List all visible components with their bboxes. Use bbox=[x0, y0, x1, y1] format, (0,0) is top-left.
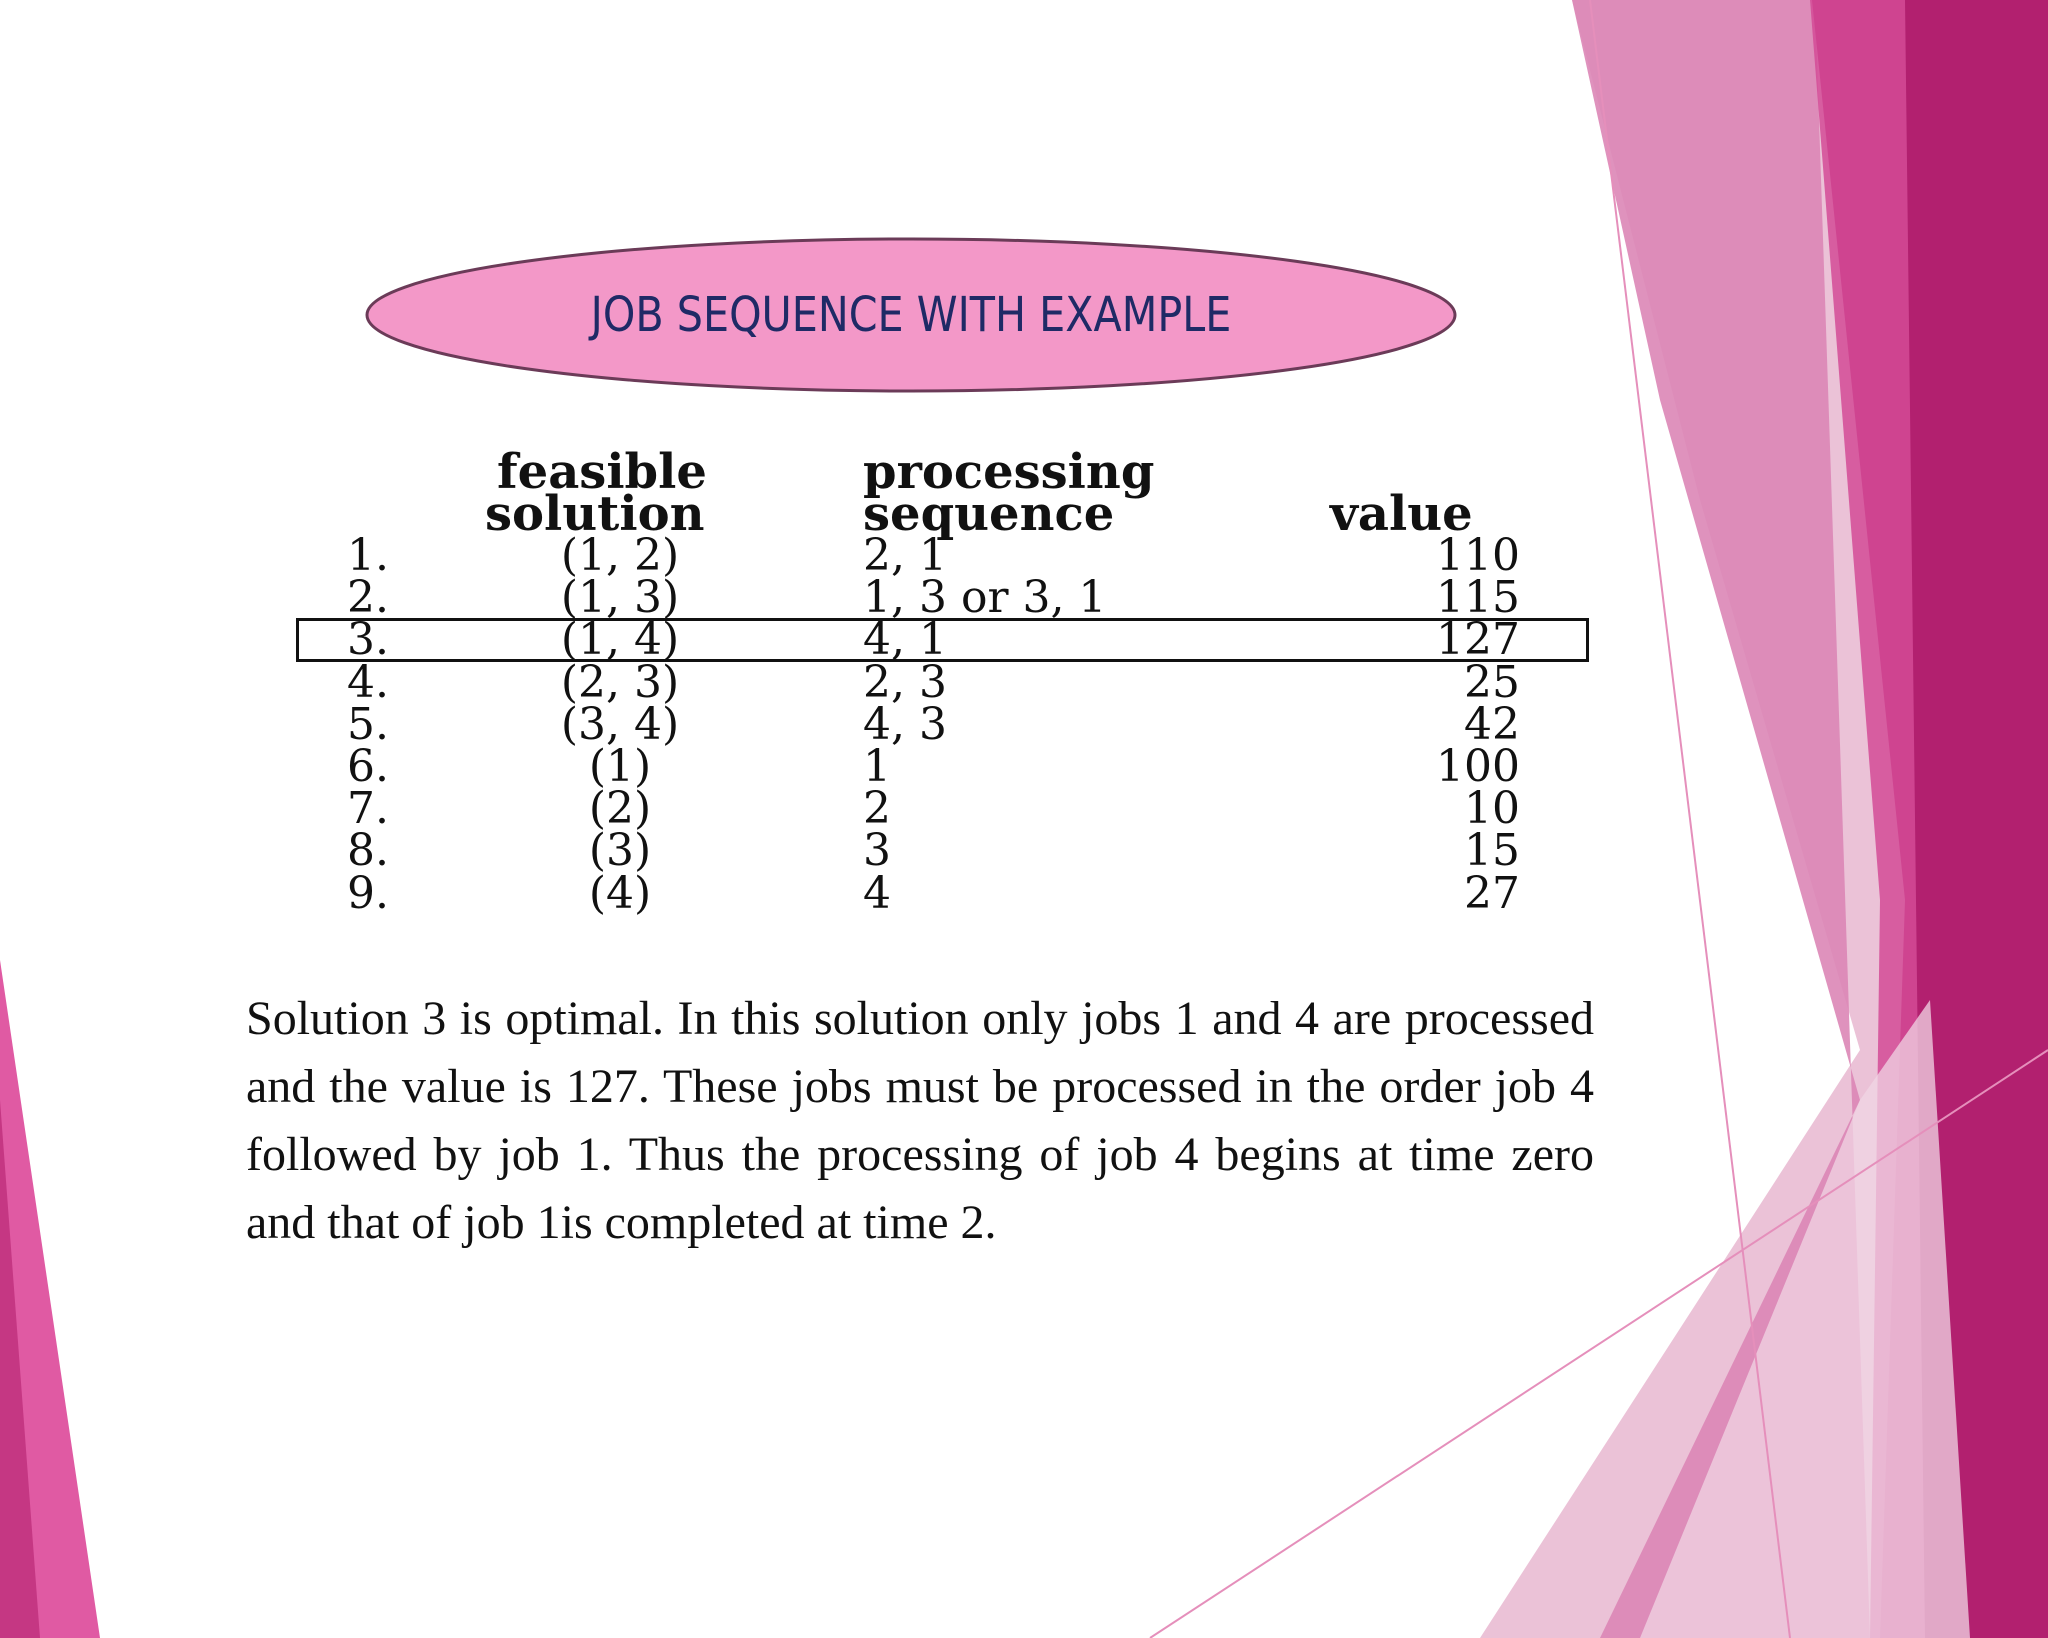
row-solution: (3) bbox=[588, 825, 652, 877]
row-solution: (2, 3) bbox=[560, 656, 680, 708]
row-value: 42 bbox=[1464, 698, 1520, 750]
row-solution: (1, 4) bbox=[560, 614, 680, 666]
row-solution: (1, 3) bbox=[560, 572, 680, 624]
row-sequence: 4, 1 bbox=[863, 614, 947, 666]
row-value: 127 bbox=[1436, 614, 1520, 666]
row-number: 2. bbox=[347, 572, 389, 624]
slide-title: JOB SEQUENCE WITH EXAMPLE bbox=[590, 287, 1232, 343]
row-sequence: 4 bbox=[863, 867, 891, 919]
row-number: 9. bbox=[347, 867, 389, 919]
row-number: 4. bbox=[347, 656, 389, 708]
row-value: 110 bbox=[1436, 530, 1520, 581]
row-solution: (3, 4) bbox=[560, 698, 680, 750]
row-sequence: 3 bbox=[863, 825, 891, 877]
row-number: 3. bbox=[347, 614, 389, 666]
row-solution: (4) bbox=[588, 867, 652, 919]
row-number: 8. bbox=[347, 825, 389, 877]
row-sequence: 2, 1 bbox=[863, 530, 947, 581]
row-value: 10 bbox=[1464, 783, 1520, 835]
row-solution: (1) bbox=[588, 741, 652, 792]
row-number: 7. bbox=[347, 783, 389, 835]
row-value: 27 bbox=[1464, 867, 1520, 919]
row-sequence: 4, 3 bbox=[863, 698, 947, 750]
row-number: 1. bbox=[347, 530, 389, 581]
row-solution: (2) bbox=[588, 783, 652, 835]
header-feasible: feasible bbox=[497, 444, 707, 500]
row-sequence: 2 bbox=[863, 783, 891, 835]
row-number: 5. bbox=[347, 698, 389, 750]
row-value: 100 bbox=[1436, 741, 1520, 792]
row-solution: (1, 2) bbox=[560, 530, 680, 581]
header-processing: processing bbox=[863, 444, 1155, 500]
row-sequence: 1, 3 or 3, 1 bbox=[863, 572, 1107, 624]
row-value: 15 bbox=[1464, 825, 1520, 877]
header-solution: solution bbox=[485, 486, 705, 542]
row-sequence: 1 bbox=[863, 741, 891, 792]
row-value: 25 bbox=[1464, 656, 1520, 708]
job-sequence-table bbox=[300, 445, 1600, 925]
row-number: 6. bbox=[347, 741, 389, 792]
explanation-paragraph: Solution 3 is optimal. In this solution only jobs 1 and 4 are processed and the value is 127. These jobs must be processed in the order job 4 followed by job 1. Thus the processing of job 4 begins at time zero and that of job 1is completed at time 2. bbox=[246, 992, 1594, 1249]
row-sequence: 2, 3 bbox=[863, 656, 947, 708]
header-value: value bbox=[1330, 486, 1473, 542]
row-value: 115 bbox=[1436, 572, 1520, 624]
header-sequence: sequence bbox=[863, 486, 1115, 542]
